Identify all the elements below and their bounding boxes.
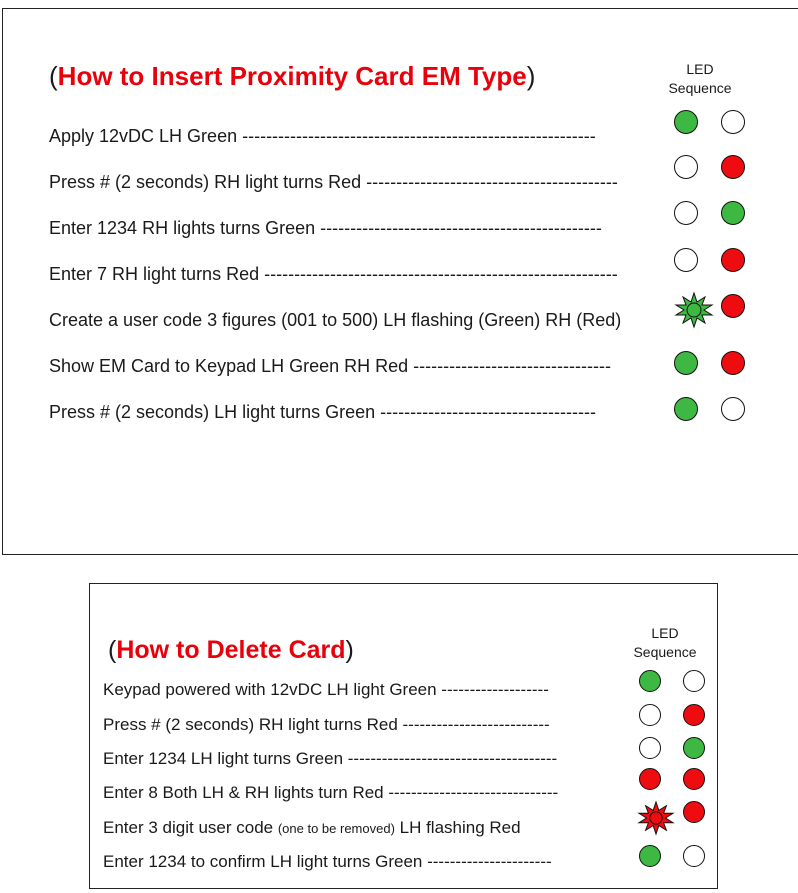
step-row: Apply 12vDC LH Green ----------------------------------------------------------- [49, 126, 596, 146]
lh-led-green [639, 670, 661, 692]
lh-led-off [674, 201, 698, 225]
lh-led-green [674, 351, 698, 375]
rh-led-red [721, 248, 745, 272]
rh-led-red [683, 704, 705, 726]
step-row: Create a user code 3 figures (001 to 500) LH flashing (Green) RH (Red) [49, 310, 622, 330]
led-sequence-header: LED Sequence [668, 61, 732, 96]
rh-led-red [683, 801, 705, 823]
lh-led-off [674, 248, 698, 272]
step-row: Press # (2 seconds) RH light turns Red ------------------------------------------ [49, 172, 618, 192]
rh-led-off [721, 397, 745, 421]
lh-led-green [639, 845, 661, 867]
lh-led-red [639, 768, 661, 790]
rh-led-off [683, 670, 705, 692]
rh-led-green [721, 201, 745, 225]
delete-card-title: (How to Delete Card) [108, 636, 354, 664]
rh-led-red [721, 351, 745, 375]
step-row: Enter 1234 RH lights turns Green ----------------------------------------------- [49, 218, 602, 238]
delete-card-panel [89, 583, 718, 889]
rh-led-off [721, 110, 745, 134]
led-sequence-header: LED Sequence [633, 625, 697, 660]
step-row: Keypad powered with 12vDC LH light Green ------------------- [103, 680, 549, 699]
rh-led-off [683, 845, 705, 867]
step-row: Show EM Card to Keypad LH Green RH Red --------------------------------- [49, 356, 611, 376]
rh-led-red [721, 294, 745, 318]
step-row: Press # (2 seconds) RH light turns Red -------------------------- [103, 715, 550, 734]
lh-led-off [639, 704, 661, 726]
lh-led-green [674, 110, 698, 134]
step-row: Enter 8 Both LH & RH lights turn Red ------------------------------ [103, 783, 559, 802]
rh-led-red [721, 155, 745, 179]
rh-led-red [683, 768, 705, 790]
rh-led-green [683, 737, 705, 759]
lh-led-green [674, 397, 698, 421]
step-row: Enter 3 digit user code (one to be removed) LH flashing Red [103, 818, 521, 837]
lh-led-off [674, 155, 698, 179]
insert-card-panel [2, 8, 798, 555]
lh-led-off [639, 737, 661, 759]
step-row: Press # (2 seconds) LH light turns Green ------------------------------------ [49, 402, 596, 422]
insert-card-title: (How to Insert Proximity Card EM Type) [49, 61, 536, 91]
step-row: Enter 1234 to confirm LH light turns Green ---------------------- [103, 852, 552, 871]
lh-led-flashing-red-icon [637, 800, 675, 836]
step-row: Enter 1234 LH light turns Green ------------------------------------- [103, 749, 558, 768]
step-row: Enter 7 RH light turns Red ----------------------------------------------------------- [49, 264, 618, 284]
lh-led-flashing-green-icon [674, 292, 714, 328]
